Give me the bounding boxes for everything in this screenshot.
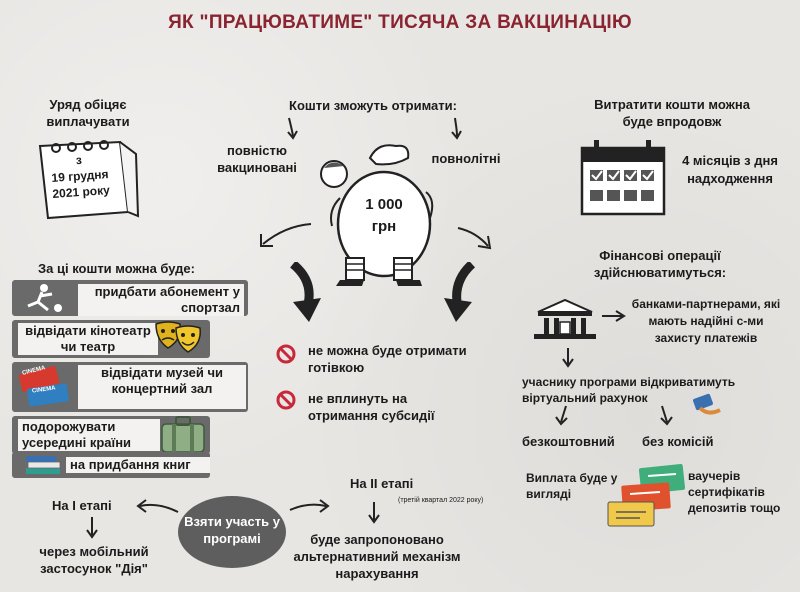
arrow-down-icon — [84, 515, 100, 541]
use-item-books-label: на придбання книг — [66, 457, 210, 473]
curved-arrow-icon — [440, 262, 480, 324]
calendar-line-1: з — [75, 152, 83, 168]
bag-amount-number: 1 000 — [365, 196, 403, 213]
use-item-gym-label: придбати абонемент у спортзал — [78, 284, 244, 316]
use-item-museum-label: відвідати музей чи концертний зал — [78, 365, 246, 409]
suitcase-icon — [158, 414, 208, 454]
payout-label: Виплата буде у вигляді — [526, 471, 618, 501]
card-payment-icon — [690, 392, 724, 418]
use-item-theatre-label: відвідати кінотеатр чи театр — [18, 323, 158, 355]
curved-arrow-icon — [285, 262, 325, 324]
finance-banks: банками-партнерами, які мають надійні с-ми захисту платежів — [631, 297, 781, 345]
no-entry-icon — [276, 390, 296, 410]
uses-heading: За ці кошти можна буде: — [38, 261, 195, 276]
bank-building-icon — [532, 296, 598, 342]
arrow-right-icon — [600, 308, 628, 324]
vouchers-icon — [604, 462, 688, 530]
bag-amount-currency: грн — [371, 218, 397, 235]
stage2-note: (третій квартал 2022 року) — [398, 497, 484, 504]
participation-label: Взяти участь у програмі — [184, 514, 280, 546]
spend-period-heading: Витратити кошти можна буде впродовж — [594, 97, 750, 129]
stage1-label: На І етапі — [52, 498, 112, 513]
fully-vaccinated-label: повністю вакциновані — [217, 143, 297, 175]
page-title: ЯК "ПРАЦЮВАТИМЕ" ТИСЯЧА ЗА ВАКЦИНАЦІЮ — [168, 12, 632, 33]
arrow-down-icon — [554, 404, 572, 428]
cinema-ticket-text-2: CINEMA — [31, 385, 56, 395]
stage1-text: через мобільний застосунок "Дія" — [39, 544, 149, 576]
payout-forms: ваучерів сертифікатів депозитів тощо — [688, 469, 781, 515]
no-entry-icon — [276, 344, 296, 364]
adults-label: повнолітні — [431, 151, 501, 166]
spend-period-value: 4 місяців з дня надходження — [682, 153, 778, 186]
calendar-grid-icon — [580, 138, 666, 216]
restriction-subsidy: не вплинуть на отримання субсидії — [308, 391, 435, 423]
recipients-heading: Кошти зможуть отримати: — [289, 98, 457, 113]
arrow-right-icon — [288, 498, 334, 518]
restriction-cash: не можна буде отримати готівкою — [308, 343, 467, 375]
bag-amount — [346, 194, 422, 238]
payment-start-heading: Уряд обіцяє виплачувати — [46, 97, 130, 129]
calendar-date — [36, 149, 123, 203]
calendar-line-3: 2021 року — [52, 182, 111, 201]
stage2-text: буде запропоновано альтернативний механізм нарахування — [293, 532, 461, 581]
football-player-icon — [22, 282, 66, 314]
arrow-down-icon — [283, 116, 303, 142]
theatre-masks-icon — [152, 318, 206, 356]
arrow-down-icon — [366, 500, 382, 526]
finance-free: безкоштовний — [522, 434, 615, 449]
arrow-down-icon — [447, 116, 467, 142]
use-item-travel-label: подорожувати усередині країни — [18, 419, 160, 451]
cinema-ticket-text-1: CINEMA — [21, 365, 47, 377]
books-icon — [24, 454, 64, 476]
calendar-line-2: 19 грудня — [51, 167, 109, 185]
finance-account: учаснику програми відкриватимуть віртуальний рахунок — [522, 375, 736, 405]
arrow-left-down-icon — [255, 218, 315, 252]
arrow-down-icon — [658, 404, 676, 428]
arrow-right-down-icon — [454, 224, 496, 254]
finance-no-fee: без комісій — [642, 434, 714, 449]
stage2-label: На ІІ етапі — [350, 476, 414, 491]
arrow-down-icon — [560, 346, 578, 370]
finance-heading: Фінансові операції здійснюватимуться: — [593, 248, 727, 280]
